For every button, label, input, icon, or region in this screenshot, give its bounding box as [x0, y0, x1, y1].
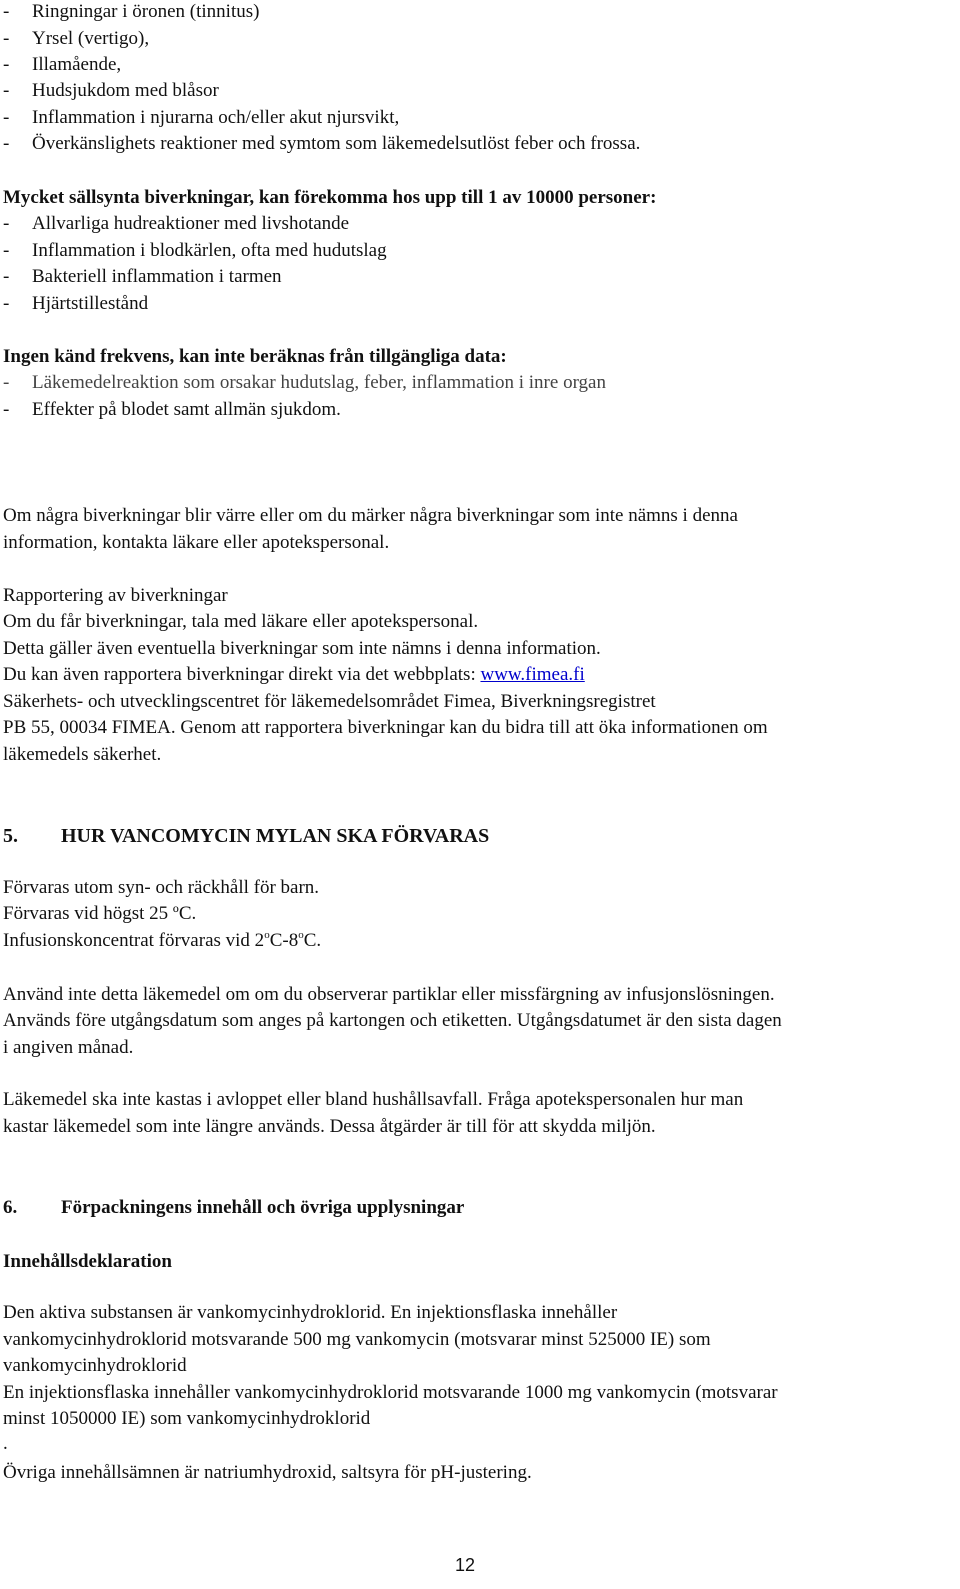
- paragraph-line: Du kan även rapportera biverkningar direkt via det webbplats: www.fimea.fi: [3, 664, 585, 685]
- paragraph-line: vankomycinhydroklorid motsvarande 500 mg vankomycin (motsvarar minst 525000 IE) som: [3, 1329, 711, 1350]
- list-item: - Allvarliga hudreaktioner med livshotande: [3, 213, 350, 234]
- list-item: - Hudsjukdom med blåsor: [3, 80, 219, 101]
- paragraph-line: PB 55, 00034 FIMEA. Genom att rapportera biverkningar kan du bidra till att öka informationen om: [3, 717, 768, 738]
- paragraph-line: Läkemedel ska inte kastas i avloppet eller bland hushållsavfall. Fråga apotekspersonalen hur man: [3, 1089, 744, 1110]
- list-item: - Inflammation i njurarna och/eller akut njursvikt,: [3, 107, 400, 128]
- paragraph-line: Om några biverkningar blir värre eller om du märker några biverkningar som inte nämns i denna: [3, 505, 738, 526]
- list-item: - Effekter på blodet samt allmän sjukdom.: [3, 399, 341, 420]
- list-item: - Läkemedelreaktion som orsakar hudutslag, feber, inflammation i inre organ: [3, 372, 606, 393]
- paragraph-line: Säkerhets- och utvecklingscentret för läkemedelsområdet Fimea, Biverkningsregistret: [3, 691, 656, 712]
- list-item: - Inflammation i blodkärlen, ofta med hudutslag: [3, 240, 387, 261]
- paragraph-line: Förvaras vid högst 25 ºC.: [3, 903, 197, 924]
- section-5-heading: 5. HUR VANCOMYCIN MYLAN SKA FÖRVARAS: [3, 825, 490, 847]
- list-item: - Överkänslighets reaktioner med symtom som läkemedelsutlöst feber och frossa.: [3, 133, 641, 154]
- very-rare-heading: Mycket sällsynta biverkningar, kan förekomma hos upp till 1 av 10000 personer:: [3, 187, 657, 208]
- paragraph-line: Använd inte detta läkemedel om om du observerar partiklar eller missfärgning av infusjonslösningen.: [3, 984, 775, 1005]
- list-item: - Hjärtstillestånd: [3, 293, 149, 314]
- paragraph-line: minst 1050000 IE) som vankomycinhydroklorid: [3, 1408, 371, 1429]
- list-item: - Illamående,: [3, 54, 122, 75]
- unknown-frequency-heading: Ingen känd frekvens, kan inte beräknas från tillgängliga data:: [3, 346, 507, 367]
- paragraph-line: .: [3, 1433, 8, 1454]
- paragraph-line: Används före utgångsdatum som anges på kartongen och etiketten. Utgångsdatumet är den sista dagen: [3, 1010, 782, 1031]
- paragraph-line: läkemedels säkerhet.: [3, 744, 162, 765]
- paragraph-line: kastar läkemedel som inte längre används. Dessa åtgärder är till för att skydda miljön.: [3, 1116, 656, 1137]
- paragraph-line: Om du får biverkningar, tala med läkare eller apotekspersonal.: [3, 611, 479, 632]
- list-item: - Ringningar i öronen (tinnitus): [3, 1, 260, 22]
- page-number: 12: [455, 1555, 476, 1575]
- paragraph-line: Övriga innehållsämnen är natriumhydroxid, saltsyra för pH-justering.: [3, 1462, 532, 1483]
- fimea-link[interactable]: www.fimea.fi: [480, 664, 585, 685]
- list-item: - Yrsel (vertigo),: [3, 28, 150, 49]
- list-item: - Bakteriell inflammation i tarmen: [3, 266, 282, 287]
- paragraph-line: En injektionsflaska innehåller vankomycinhydroklorid motsvarande 1000 mg vankomycin (motsvarar: [3, 1382, 778, 1403]
- paragraph-line: information, kontakta läkare eller apotekspersonal.: [3, 532, 390, 553]
- section-6-heading: 6. Förpackningens innehåll och övriga upplysningar: [3, 1197, 465, 1218]
- paragraph-line: vankomycinhydroklorid: [3, 1355, 187, 1376]
- paragraph-line: Den aktiva substansen är vankomycinhydroklorid. En injektionsflaska innehåller: [3, 1302, 618, 1323]
- paragraph-line: i angiven månad.: [3, 1037, 134, 1058]
- paragraph-line: Infusionskoncentrat förvaras vid 2$^o$C-8$^o$C.: [3, 928, 322, 951]
- contents-subheading: Innehållsdeklaration: [3, 1251, 172, 1272]
- paragraph-line: Detta gäller även eventuella biverkningar som inte nämns i denna information.: [3, 638, 601, 659]
- reporting-title: Rapportering av biverkningar: [3, 585, 228, 606]
- paragraph-line: Förvaras utom syn- och räckhåll för barn.: [3, 877, 320, 898]
